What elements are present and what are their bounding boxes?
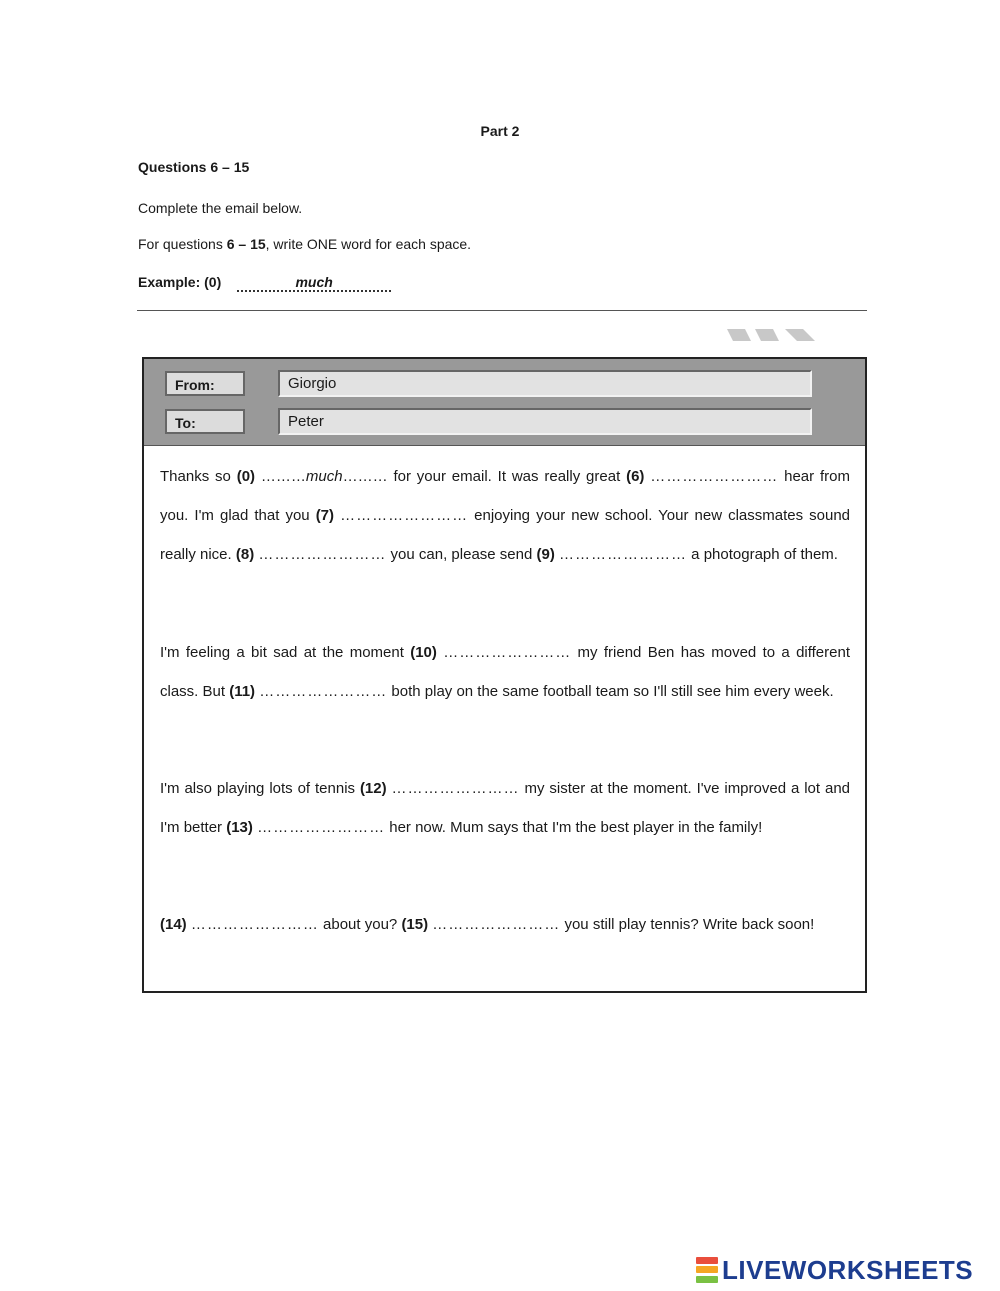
liveworksheets-logo [696,1255,973,1285]
email-header [144,359,865,446]
blank-8[interactable]: …………………… [258,546,387,563]
email-paragraph-1: Thanks so (0) ………much……… for your email. It was really great (6) …………………… hear from you. I'm glad that you (7) …………………… enjoying your new school. Your new classmates sound really nice. (8) …………………… you can, please send (9) …………………… a photograph of them. [160,468,851,563]
brand-name: LIVEWORKSHEETS [722,1254,974,1285]
blank-10[interactable]: …………………… [443,644,572,661]
instruction-write: For questions 6 – 15, write ONE word for each space. [138,236,472,252]
from-field: Giorgio [278,370,812,397]
blank-12[interactable]: …………………… [391,780,520,797]
logo-blocks-icon [696,1257,718,1283]
divider [137,310,867,311]
to-field: Peter [278,408,812,435]
blank-9[interactable]: …………………… [559,546,688,563]
blank-14[interactable]: …………………… [190,916,319,933]
answer-0: much [305,468,343,485]
questions-heading: Questions 6 – 15 [138,159,250,175]
email-box [142,357,867,993]
blank-7[interactable]: …………………… [340,507,469,524]
blank-15[interactable]: …………………… [432,916,561,933]
decorative-shape [727,327,817,343]
example-line: Example: (0) much [138,274,391,292]
blank-6[interactable]: …………………… [650,468,779,485]
part-title: Part 2 [480,123,520,139]
blank-11[interactable]: …………………… [259,683,388,700]
to-label: To: [165,409,245,434]
blank-13[interactable]: …………………… [257,819,386,836]
email-paragraph-2: I'm feeling a bit sad at the moment (10) …………………… my friend Ben has moved to a different class. But (11) …………………… both play on the same football team so I'll still see him every week. [160,644,850,700]
email-paragraph-4: (14) …………………… about you? (15) …………………… you still play tennis? Write back soon! [160,916,815,933]
example-answer: much [237,274,391,292]
from-label: From: [165,371,245,396]
email-paragraph-3: I'm also playing lots of tennis (12) …………………… my sister at the moment. I've improved a lot and I'm better (13) …………………… her now. Mum says that I'm the best player in the family! [160,780,850,836]
instruction-complete: Complete the email below. [138,200,303,216]
